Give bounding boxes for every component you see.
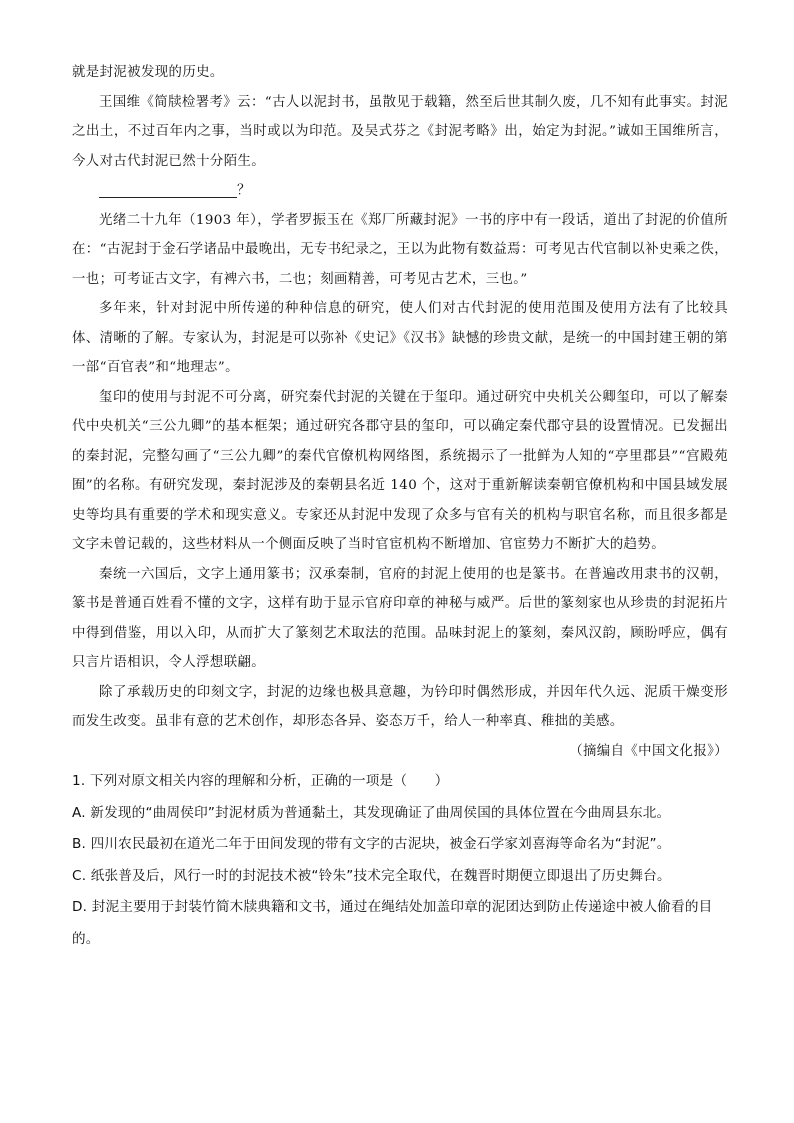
question-stem: 1. 下列对原文相关内容的理解和分析，正确的一项是（ ） [72, 773, 449, 789]
option-c[interactable]: C. 纸张普及后，风行一时的封泥技术被“铃朱”技术完全取代，在魏晋时期便立即退出了历史舞台。 [72, 867, 671, 884]
paragraph-luo-zhenyu: 光绪二十九年（1903 年），学者罗振玉在《郑厂所藏封泥》一书的序中有一段话，道出了封泥的价值所在：“古泥封于金石学诸品中最晚出，无专书纪录之，王以为此物有数益焉：可考见古代官制以补史乘之佚，一也；可考证古文字，有裨六书，二也；刻画精善，可考见古艺术，三也。” [72, 212, 728, 287]
question-block [72, 766, 728, 955]
blank-question-mark: ？ [237, 183, 251, 198]
paragraph-wang-guowei: 王国维《简牍检署考》云：“古人以泥封书，虽散见于载籍，然至后世其制久废，几不知有此事实。封泥之出土，不过百年内之事，当时或以为印范。及吴式芬之《封泥考略》出，始定为封泥。”诚如王国维所言，今人对古代封泥已然十分陌生。 [72, 94, 728, 169]
document-page [72, 58, 728, 955]
answer-blank[interactable] [99, 179, 237, 198]
fill-blank-line [72, 176, 728, 206]
option-d[interactable]: D. 封泥主要用于封装竹简木牍典籍和文书，通过在绳结处加盖印章的泥团达到防止传递途中被人偷看的目的。 [72, 899, 713, 947]
source-citation: （摘编自《中国文化报》） [569, 743, 728, 759]
option-b[interactable]: B. 四川农民最初在道光二年于田间发现的带有文字的古泥块，被金石学家刘喜海等命名为“封泥”。 [72, 836, 671, 852]
paragraph-research: 多年来，针对封泥中所传递的种种信息的研究，使人们对古代封泥的使用范围及使用方法有了比较具体、清晰的了解。专家认为，封泥是可以弥补《史记》《汉书》缺憾的珍贵文献，是统一的中国封建王朝的第一部“百官表”和“地理志”。 [72, 301, 728, 375]
option-a[interactable]: A. 新发现的“曲周侯印”封泥材质为普通黏土，其发现确证了曲周侯国的具体位置在今曲周县东北。 [72, 804, 671, 821]
paragraph-seals: 玺印的使用与封泥不可分离，研究秦代封泥的关键在于玺印。通过研究中央机关公卿玺印，可以了解秦代中央机关“三公九卿”的基本框架；通过研究各郡守县的玺印，可以确定秦代郡守县的设置情况。已发掘出的秦封泥，完整勾画了“三公九卿”的秦代官僚机构网络图，系统揭示了一批鲜为人知的“亭里郡县”“宫殿苑囿”的名称。有研究发现，秦封泥涉及的秦朝县名近 140 个，这对于重新解读秦朝官僚机构和中国县域发展史等均具有重要的学术和现实意义。专家还从封泥中发现了众多与官有关的机构与职官名称，而且很多都是文字未曾记载的，这些材料从一个侧面反映了当时官宦机构不断增加、官宦势力不断扩大的趋势。 [72, 389, 728, 552]
paragraph-edges: 除了承载历史的印刻文字，封泥的边缘也极具意趣，为钤印时偶然形成，并因年代久远、泥质干燥变形而发生改变。虽非有意的艺术创作，却形态各异、姿态万千，给人一种率真、稚拙的美感。 [72, 684, 728, 729]
paragraph-seal-script: 秦统一六国后，文字上通用篆书；汉承秦制，官府的封泥上使用的也是篆书。在普遍改用隶书的汉朝，篆书是普通百姓看不懂的文字，这样有助于显示官府印章的神秘与威严。后世的篆刻家也从珍贵的封泥拓片中得到借鉴，用以入印，从而扩大了篆刻艺术取法的范围。品味封泥上的篆刻，秦风汉韵，顾盼呼应，偶有只言片语相识，令人浮想联翩。 [72, 566, 728, 670]
paragraph-intro-end: 就是封泥被发现的历史。 [72, 65, 224, 80]
